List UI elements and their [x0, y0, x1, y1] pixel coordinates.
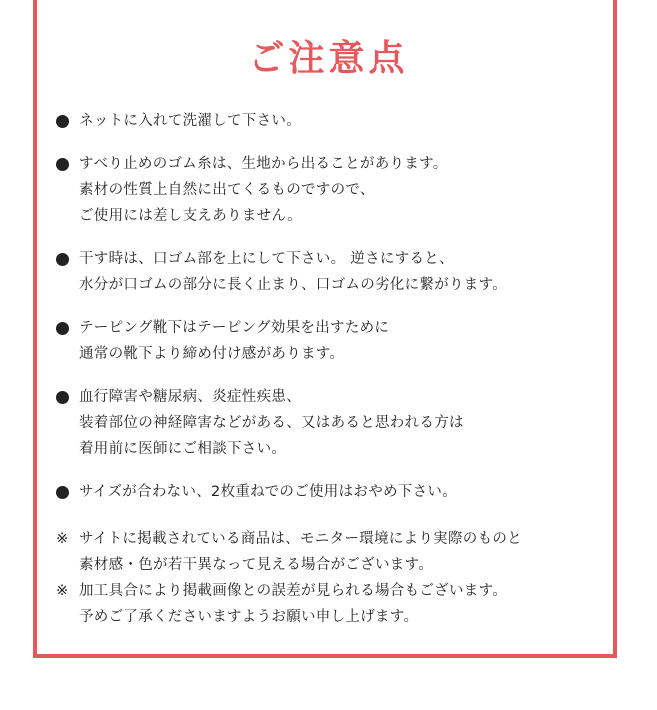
caution-item [56, 479, 616, 505]
caution-text: 干す時は、口ゴム部を上にして下さい。 逆さにすると、 [79, 251, 454, 267]
caution-text: ご使用には差し支えありません。 [79, 208, 302, 224]
remarks-list [56, 526, 616, 630]
caution-text: 通常の靴下より締め付け感があります。 [79, 346, 345, 362]
caution-text: 素材の性質上自然に出てくるものですので、 [79, 182, 375, 198]
caution-text: 血行障害や糖尿病、炎症性疾患、 [79, 389, 301, 405]
remark-text: 素材感・色が若干異なって見える場合がございます。 [79, 557, 434, 573]
caution-text: サイズが合わない、2枚重ねでのご使用はおやめ下さい。 [79, 484, 458, 500]
caution-text: 水分が口ゴムの部分に長く止まり、口ゴムの劣化に繋がります。 [79, 277, 508, 293]
caution-item [56, 108, 616, 134]
caution-item [56, 246, 616, 298]
caution-item [56, 315, 616, 367]
bullet-icon [56, 391, 69, 404]
caution-list [56, 108, 616, 522]
remark-item [56, 578, 616, 630]
bullet-icon [56, 115, 69, 128]
caution-text: ネットに入れて洗濯して下さい。 [79, 113, 301, 129]
bullet-icon [56, 322, 69, 335]
caution-text: すべり止めのゴム糸は、生地から出ることがあります。 [79, 156, 448, 172]
remark-text: サイトに掲載されている商品は、モニター環境により実際のものと [79, 531, 522, 547]
bullet-icon [56, 253, 69, 266]
bullet-icon [56, 158, 69, 171]
reference-mark-icon: ※ [56, 583, 69, 599]
remark-text: 予めご了承くださいますようお願い申し上げます。 [79, 609, 419, 625]
caution-text: 着用前に医師にご相談下さい。 [79, 441, 287, 457]
caution-item [56, 151, 616, 229]
page-title: ご注意点 [248, 37, 409, 79]
caution-text: 装着部位の神経障害などがある、又はあると思われる方は [79, 415, 464, 431]
remark-item [56, 526, 616, 578]
reference-mark-icon: ※ [56, 531, 69, 547]
caution-text: テーピング靴下はテーピング効果を出すために [79, 320, 390, 336]
remark-text: 加工具合により掲載画像との誤差が見られる場合もございます。 [79, 583, 508, 599]
caution-item [56, 384, 616, 462]
bullet-icon [56, 486, 69, 499]
